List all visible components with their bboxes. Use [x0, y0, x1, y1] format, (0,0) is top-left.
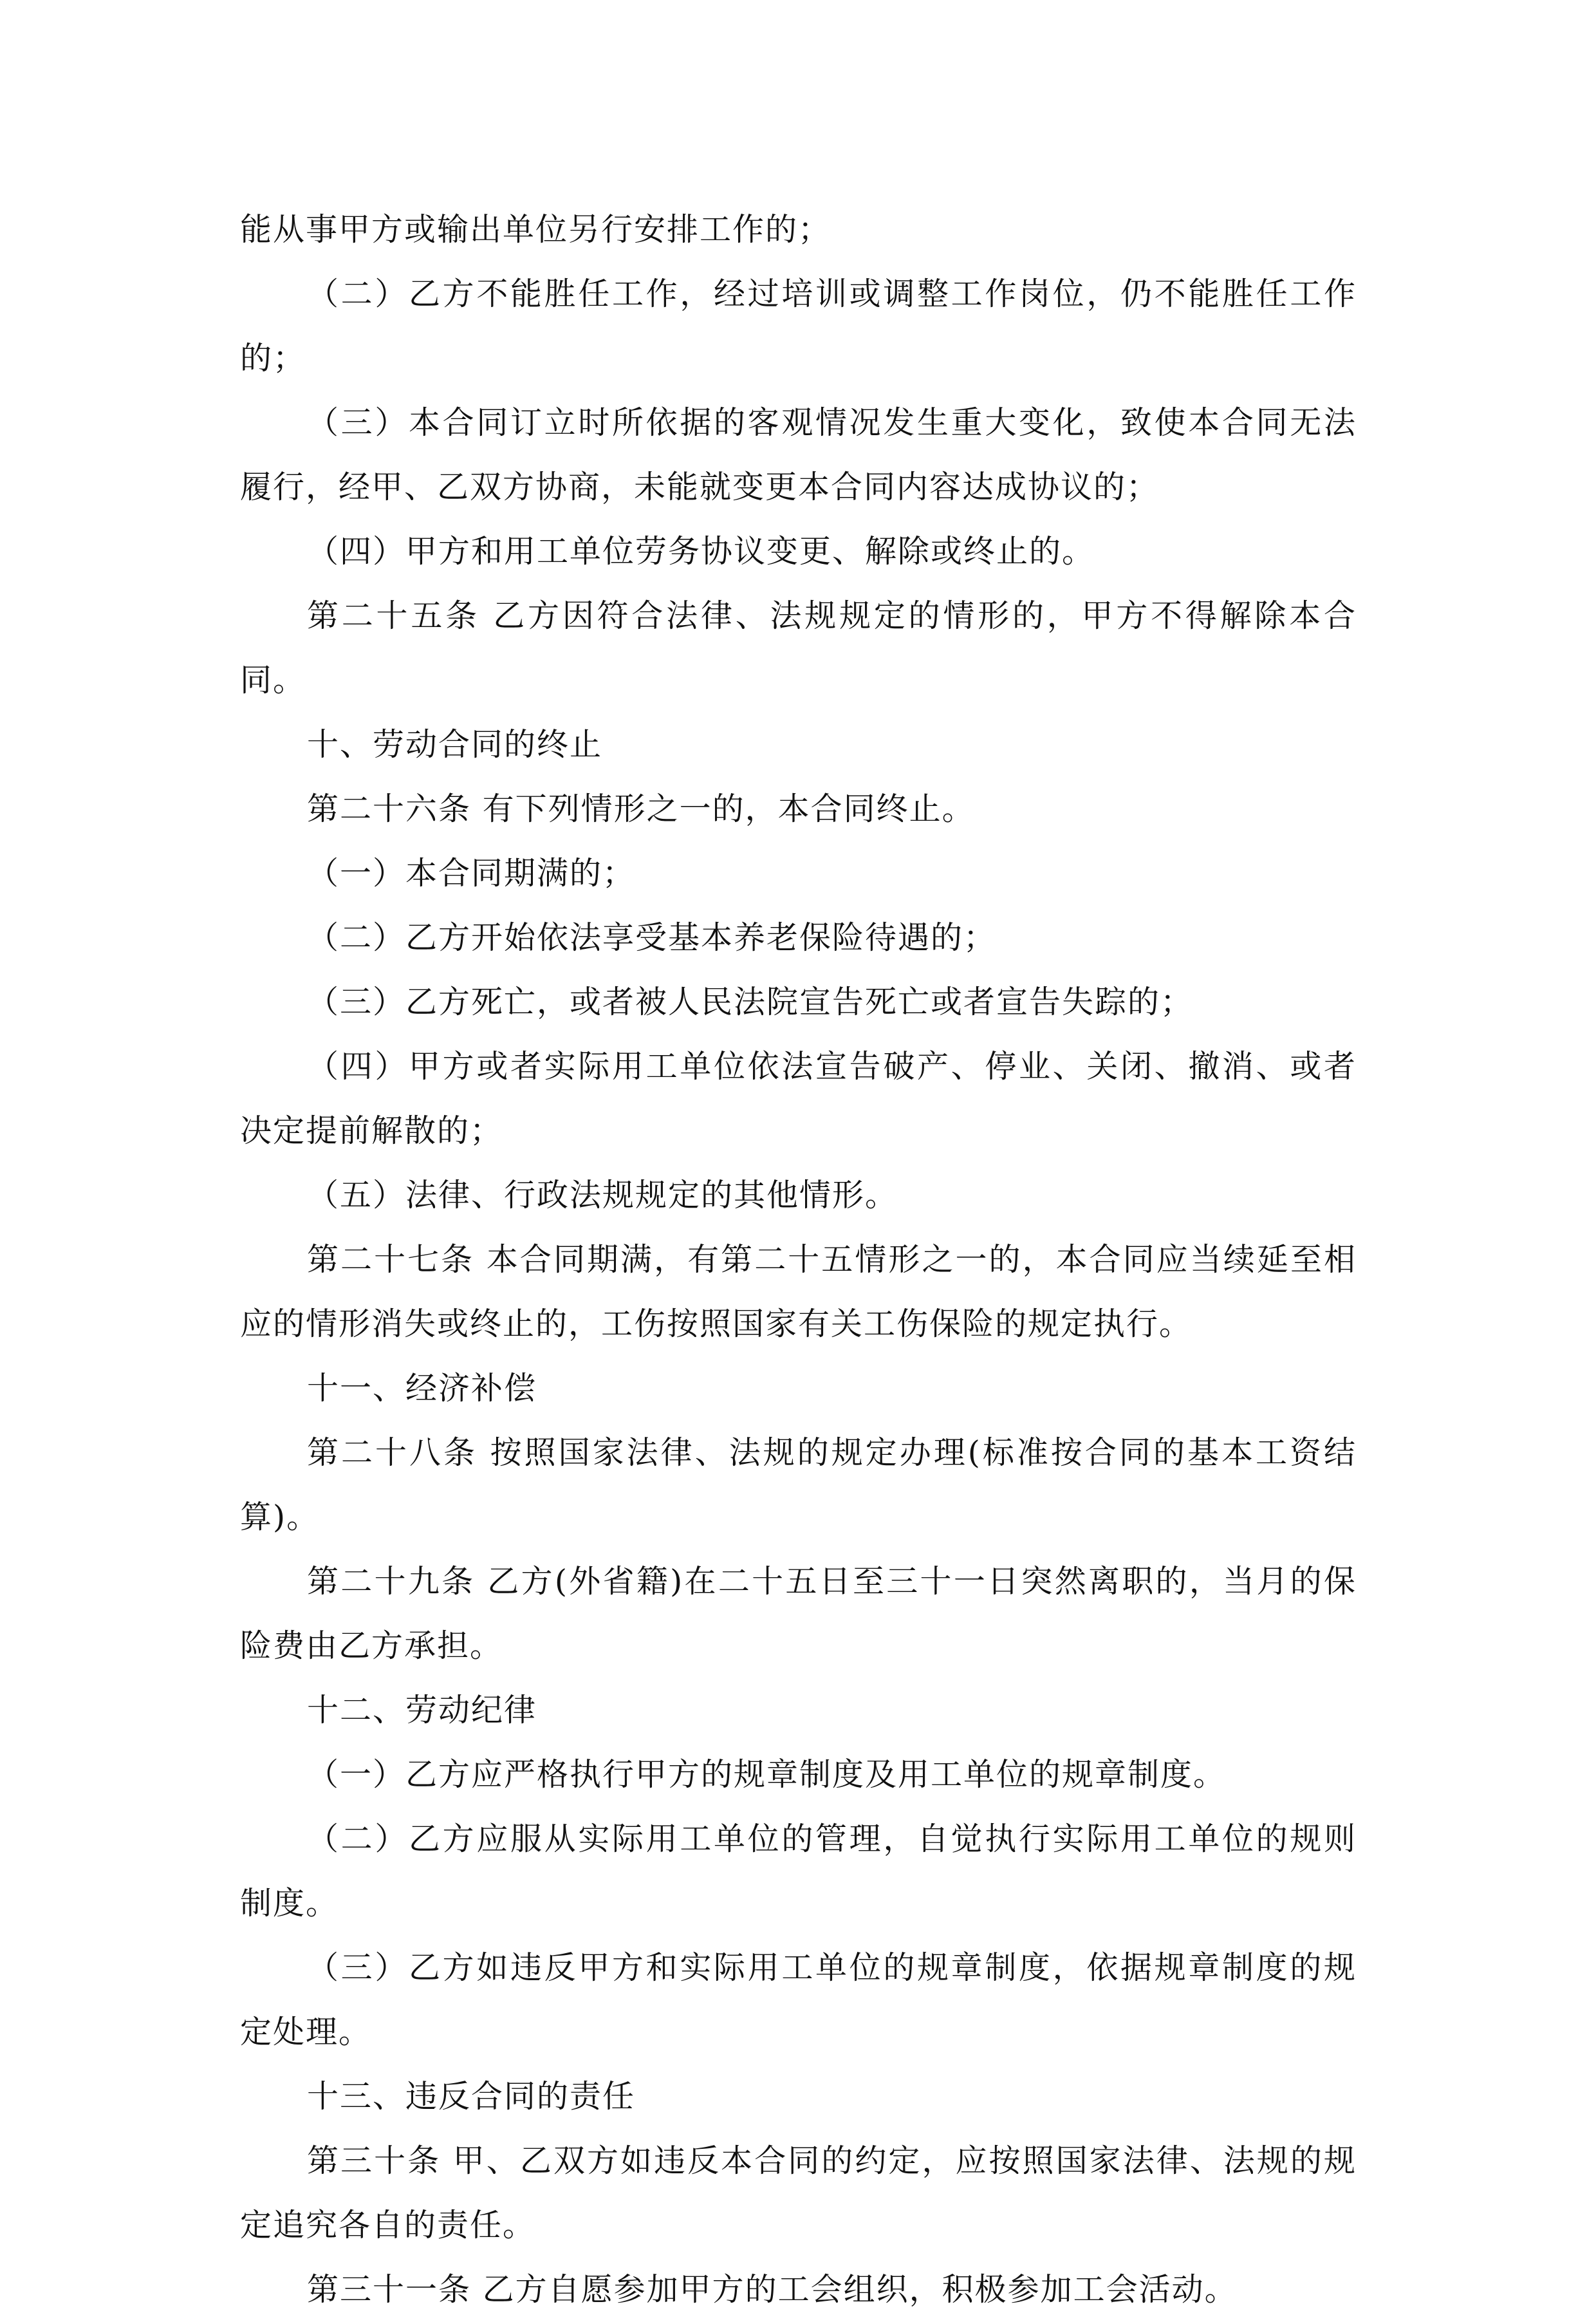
section-heading-12: 十二、劳动纪律 [307, 1692, 537, 1728]
article-26-item-4: （四）甲方或者实际用工单位依法宣告破产、停业、关闭、撤消、或者决定提前解散的； [240, 1048, 1357, 1149]
article-26: 第二十六条 有下列情形之一的，本合同终止。 [307, 791, 975, 827]
paragraph-item-4: （四）甲方和用工单位劳务协议变更、解除或终止的。 [307, 533, 1095, 570]
article-25: 第二十五条 乙方因符合法律、法规规定的情形的，甲方不得解除本合同。 [240, 597, 1357, 698]
article-26-item-5: （五）法律、行政法规规定的其他情形。 [307, 1177, 898, 1213]
article-28: 第二十八条 按照国家法律、法规的规定办理(标准按合同的基本工资结算)。 [240, 1434, 1357, 1535]
article-26-item-1: （一）本合同期满的； [307, 855, 636, 892]
article-31: 第三十一条 乙方自愿参加甲方的工会组织，积极参加工会活动。 [307, 2271, 1238, 2308]
paragraph-continuation: 能从事甲方或输出单位另行安排工作的； [240, 211, 831, 248]
document-body [240, 198, 1357, 2322]
article-26-item-3: （三）乙方死亡，或者被人民法院宣告死亡或者宣告失踪的； [307, 984, 1194, 1020]
article-29: 第二十九条 乙方(外省籍)在二十五日至三十一日突然离职的，当月的保险费由乙方承担。 [240, 1563, 1357, 1664]
discipline-item-2: （二）乙方应服从实际用工单位的管理，自觉执行实际用工单位的规则制度。 [240, 1821, 1357, 1922]
article-27: 第二十七条 本合同期满，有第二十五情形之一的，本合同应当续延至相应的情形消失或终止的，工伤按照国家有关工伤保险的规定执行。 [240, 1241, 1357, 1342]
section-heading-11: 十一、经济补偿 [307, 1370, 537, 1407]
article-30: 第三十条 甲、乙双方如违反本合同的约定，应按照国家法律、法规的规定追究各自的责任。 [240, 2142, 1357, 2243]
section-heading-10: 十、劳动合同的终止 [307, 726, 603, 763]
paragraph-item-3: （三）本合同订立时所依据的客观情况发生重大变化，致使本合同无法履行，经甲、乙双方协商，未能就变更本合同内容达成协议的； [240, 404, 1357, 505]
section-heading-13: 十三、违反合同的责任 [307, 2078, 636, 2115]
discipline-item-3: （三）乙方如违反甲方和实际用工单位的规章制度，依据规章制度的规定处理。 [240, 1949, 1357, 2050]
discipline-item-1: （一）乙方应严格执行甲方的规章制度及用工单位的规章制度。 [307, 1756, 1227, 1793]
article-26-item-2: （二）乙方开始依法享受基本养老保险待遇的； [307, 919, 997, 956]
paragraph-item-2: （二）乙方不能胜任工作，经过培训或调整工作岗位，仍不能胜任工作的； [240, 276, 1357, 377]
